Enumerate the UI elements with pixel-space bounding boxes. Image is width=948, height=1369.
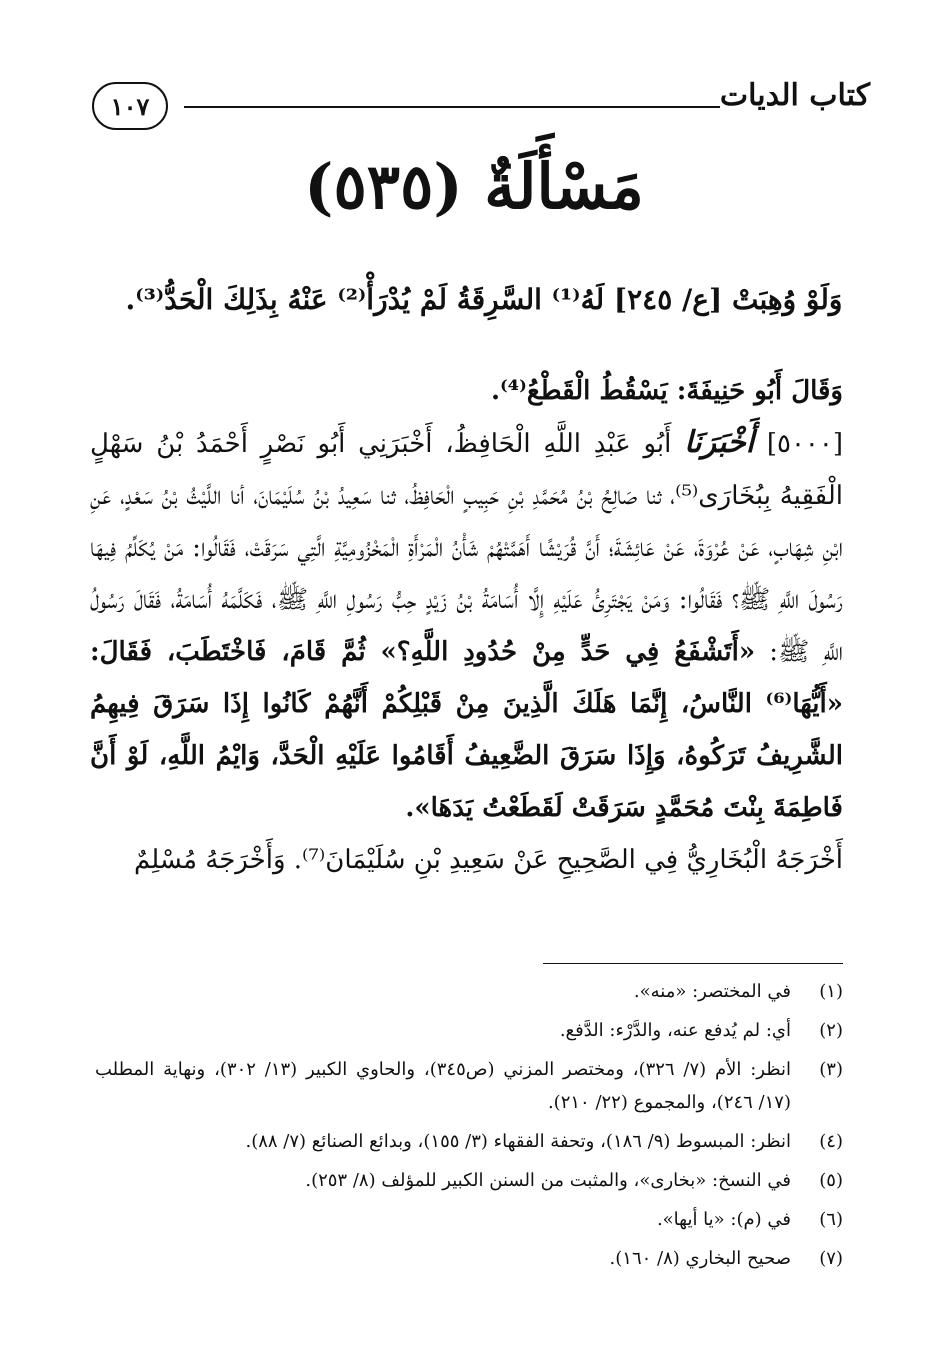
footnote-item: [95, 1053, 843, 1119]
book-title: كتاب الديات: [719, 78, 870, 113]
footnote-text: في المختصر: «منه».: [633, 981, 791, 1002]
hadith-number: [٥٠٠٠]: [766, 429, 844, 459]
footnote-text: انظر: المبسوط (٩/ ١٨٦)، وتحفة الفقهاء (٣/ ١٥٥)، وبدائع الصنائع (٧/ ٨٨).: [245, 1131, 791, 1152]
footnote-text: انظر: الأم (٧/ ٣٢٦)، ومختصر المزني (ص٣٤٥)، والحاوي الكبير (١٣/ ٣٠٢)، ونهاية المطلب (١٧/ ٢٤٦)، والمجموع (٢٢/ ٢١٠).: [95, 1059, 792, 1113]
footnote-item: [95, 1125, 843, 1158]
footnote-item: [95, 1242, 843, 1275]
akhbarana-word: أَخْبَرَنَا: [684, 425, 755, 460]
footnote-number: (٥): [819, 1170, 843, 1191]
matn-text: وَلَوْ وُهِبَتْ [ع/ ٢٤٥] لَهُ⁽¹⁾ السَّرِقَةُ لَمْ يُدْرَأْ⁽²⁾ عَنْهُ بِذَلِكَ الْحَدُّ⁽³⁾.: [125, 283, 843, 316]
commentary-body: [90, 365, 843, 886]
masala-title: مَسْأَلَةٌ (٥٣٥): [304, 150, 644, 223]
footnote-number: (٦): [819, 1209, 843, 1230]
footnote-text: صحيح البخاري (٨/ ١٦٠).: [609, 1248, 791, 1269]
footnote-text: في النسخ: «بخارى»، والمثبت من السنن الكبير للمؤلف (٨/ ٢٥٣).: [305, 1170, 791, 1191]
footnote-text: في (م): «يا أيها».: [656, 1209, 791, 1230]
paragraph-takhrij: أَخْرَجَهُ الْبُخَارِيُّ فِي الصَّحِيحِ عَنْ سَعِيدِ بْنِ سُلَيْمَانَ⁽⁷⁾. وَأَخْرَجَهُ مُسْلِمٌ: [134, 845, 843, 875]
footnote-number: (٧): [819, 1248, 843, 1269]
page-header: [80, 70, 870, 140]
header-rule: [184, 106, 720, 108]
footnote-number: (٤): [819, 1131, 843, 1152]
footnote-item: [95, 975, 843, 1008]
footnote-number: (١): [819, 981, 843, 1002]
footnote-item: [95, 1014, 843, 1047]
paragraph-hadith: [90, 417, 843, 834]
hadith-matn: «أَتَشْفَعُ فِي حَدٍّ مِنْ حُدُودِ اللَّهِ؟» ثُمَّ قَامَ، فَاخْتَطَبَ، فَقَالَ: «أَيُّهَا⁽⁶⁾ النَّاسُ، إِنَّمَا هَلَكَ الَّذِينَ مِنْ قَبْلِكُمْ أَنَّهُمْ كَانُوا إِذَا سَرَقَ فِيهِمُ الشَّرِيفُ تَرَكُوهُ، وَإِذَا سَرَقَ الضَّعِيفُ أَقَامُوا عَلَيْهِ الْحَدَّ، وَايْمُ اللَّهِ، لَوْ أَنَّ فَاطِمَةَ بِنْتَ مُحَمَّدٍ سَرَقَتْ لَقَطَعْتُ يَدَهَا».: [90, 637, 843, 823]
footnote-separator: [543, 963, 843, 964]
footnote-number: (٢): [819, 1020, 843, 1041]
footnote-text: أي: لم يُدفع عنه، والدَّرْء: الدَّفع.: [559, 1020, 791, 1041]
footnote-number: (٣): [819, 1059, 843, 1080]
footnote-item: [95, 1203, 843, 1236]
page-number: ١٠٧: [92, 82, 168, 130]
paragraph-abu-hanifa: وَقَالَ أَبُو حَنِيفَةَ: يَسْقُطُ الْقَطْعُ⁽⁴⁾.: [490, 376, 843, 406]
footnote-item: [95, 1164, 843, 1197]
isnad-text: أَبُو عَبْدِ اللَّهِ الْحَافِظُ، أَخْبَرَنِي أَبُو نَصْرٍ أَحْمَدُ بْنُ سَهْلٍ الْفَقِيهُ بِبُخَارَى⁽⁵⁾، ثنا صَالِحُ بْنُ مُحَمَّدِ بْنِ حَبِيبٍ الْحَافِظُ، ثنا سَعِيدُ بْنُ سُلَيْمَانَ، أنا اللَّيْثُ بْنُ سَعْدٍ، عَنِ ابْنِ شِهَابٍ، عَنْ عُرْوَةَ، عَنْ عَائِشَةَ؛ أَنَّ قُرَيْشًا أَهَمَّتْهُمْ شَأْنُ الْمَرْأَةِ الْمَخْزُومِيَّةِ الَّتِي سَرَقَتْ، فَقَالُوا: مَنْ يُكَلِّمُ فِيهَا رَسُولَ اللَّهِ ﷺ؟ فَقَالُوا: وَمَنْ يَجْتَرِئُ عَلَيْهِ إِلَّا أُسَامَةُ بْنُ زَيْدٍ حِبُّ رَسُولِ اللَّهِ ﷺ، فَكَلَّمَهُ أُسَامَةُ، فَقَالَ رَسُولُ اللَّهِ ﷺ:: [90, 429, 844, 667]
footnotes: [95, 975, 843, 1281]
